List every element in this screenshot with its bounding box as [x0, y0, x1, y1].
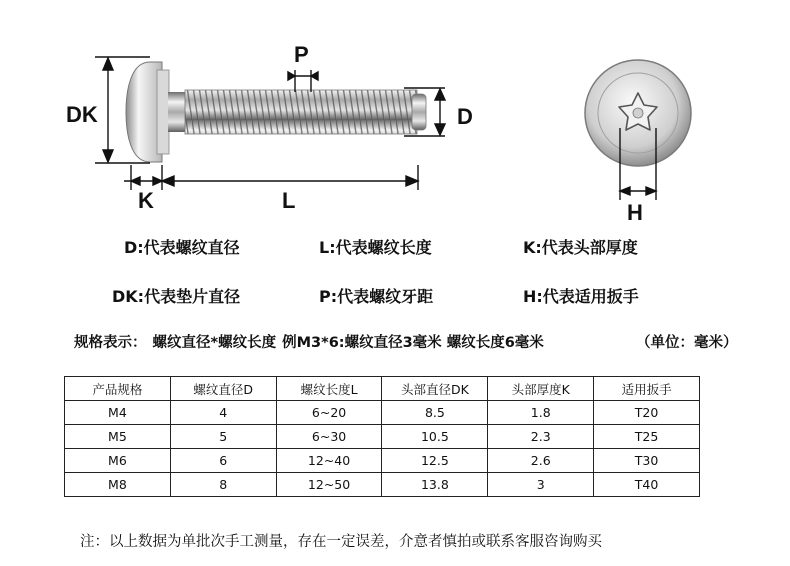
table-cell: 4 — [170, 401, 276, 425]
legend-h: H:代表适用扳手 — [523, 287, 639, 306]
table-row — [65, 401, 700, 425]
table-header: 螺纹直径D — [170, 377, 276, 401]
legend-dk: DK:代表垫片直径 — [112, 287, 241, 306]
table-cell: 2.3 — [488, 425, 594, 449]
table-header: 头部厚度K — [488, 377, 594, 401]
table-cell: 6~30 — [276, 425, 382, 449]
p-label: P — [294, 42, 309, 67]
table-cell: 12~50 — [276, 473, 382, 497]
spec-description — [74, 331, 550, 352]
table-cell: 10.5 — [382, 425, 488, 449]
table-cell: M6 — [65, 449, 171, 473]
spec-unit: （单位：毫米） — [636, 335, 738, 351]
table-row — [65, 449, 700, 473]
table-cell: 8 — [170, 473, 276, 497]
table-cell: T40 — [594, 473, 700, 497]
legend-l: L:代表螺纹长度 — [319, 238, 432, 257]
spec-prefix: 规格表示： — [74, 335, 147, 351]
dk-label: DK — [66, 102, 98, 127]
table-header: 产品规格 — [65, 377, 171, 401]
table-cell: M8 — [65, 473, 171, 497]
table-cell: 1.8 — [488, 401, 594, 425]
screw-diagram — [0, 0, 790, 225]
table-cell: 6~20 — [276, 401, 382, 425]
legend-d: D:代表螺纹直径 — [124, 238, 240, 257]
table-cell: 6 — [170, 449, 276, 473]
screw-head-top-view-icon — [585, 60, 691, 166]
table-cell: 8.5 — [382, 401, 488, 425]
spec-example: 例M3*6:螺纹直径3毫米 螺纹长度6毫米 — [282, 335, 544, 351]
table-cell: 12~40 — [276, 449, 382, 473]
table-cell: 2.6 — [488, 449, 594, 473]
table-header-row — [65, 377, 700, 401]
table-cell: 13.8 — [382, 473, 488, 497]
table-header: 头部直径DK — [382, 377, 488, 401]
table-cell: 3 — [488, 473, 594, 497]
disclaimer-note: 注：以上数据为单批次手工测量，存在一定误差，介意者慎拍或联系客服咨询购买 — [80, 534, 602, 550]
k-label: K — [138, 188, 154, 213]
spec-table — [64, 376, 700, 497]
h-label: H — [627, 200, 643, 225]
table-cell: T25 — [594, 425, 700, 449]
table-header: 适用扳手 — [594, 377, 700, 401]
screw-side-view-icon — [126, 62, 426, 162]
table-cell: M5 — [65, 425, 171, 449]
table-cell: 12.5 — [382, 449, 488, 473]
spec-format: 螺纹直径*螺纹长度 — [152, 335, 277, 351]
legend-p: P:代表螺纹牙距 — [319, 287, 434, 306]
legend-k: K:代表头部厚度 — [523, 238, 638, 257]
table-cell: M4 — [65, 401, 171, 425]
screw-diagram-svg — [0, 0, 790, 225]
table-row — [65, 473, 700, 497]
table-cell: 5 — [170, 425, 276, 449]
table-header: 螺纹长度L — [276, 377, 382, 401]
table-cell: T20 — [594, 401, 700, 425]
table-row — [65, 425, 700, 449]
l-label: L — [282, 188, 296, 213]
d-label: D — [457, 104, 473, 129]
table-cell: T30 — [594, 449, 700, 473]
